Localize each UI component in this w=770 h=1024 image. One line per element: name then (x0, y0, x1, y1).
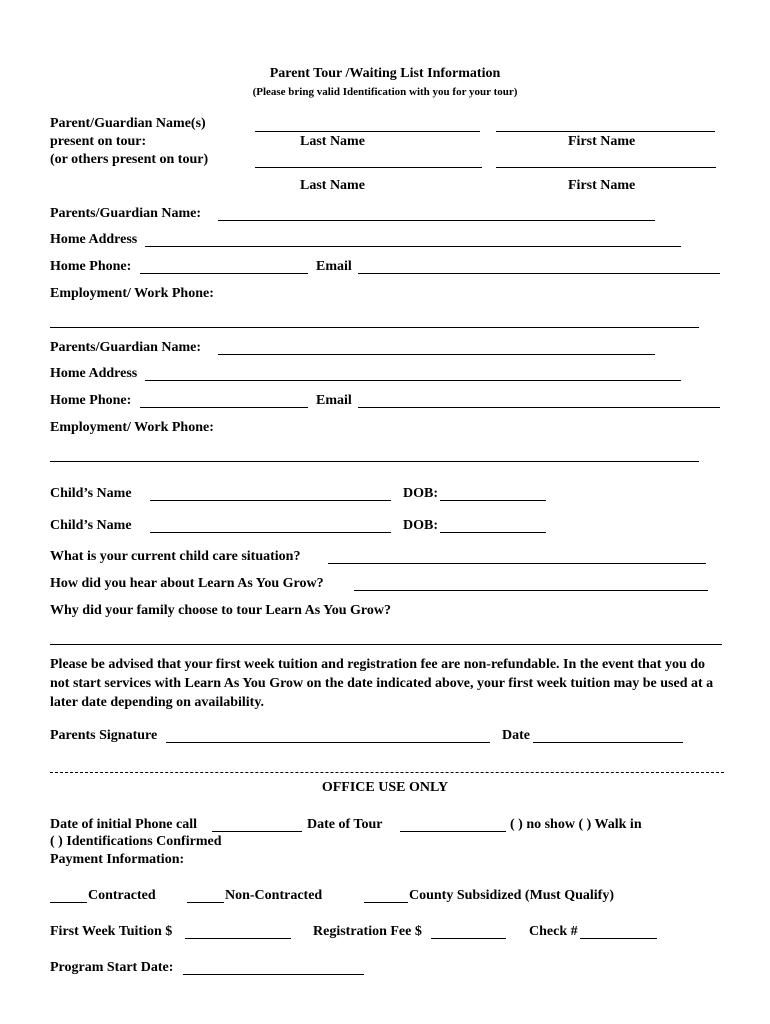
office-divider (50, 772, 724, 773)
guardian2-work-label: Employment/ Work Phone: (50, 420, 214, 435)
last-name-field-2[interactable] (255, 167, 482, 168)
signature-field[interactable] (166, 742, 490, 743)
county-subsidized-label: County Subsidized (Must Qualify) (409, 888, 614, 903)
first-name-field-2[interactable] (496, 167, 716, 168)
form-subtitle: (Please bring valid Identification with you for your tour) (252, 86, 518, 98)
county-subsidized-blank[interactable] (364, 902, 408, 903)
question-childcare-field[interactable] (328, 563, 706, 564)
names-label-line3: (or others present on tour) (50, 152, 209, 167)
child1-name-field[interactable] (150, 500, 391, 501)
guardian2-email-field[interactable] (358, 407, 720, 408)
signature-date-label: Date (502, 728, 530, 743)
question-why-tour-label: Why did your family choose to tour Learn As You Grow? (50, 603, 391, 618)
child2-name-field[interactable] (150, 532, 391, 533)
program-start-date-label: Program Start Date: (50, 960, 174, 975)
refund-notice: Please be advised that your first week tuition and registration fee are non-refundable. In the event that you do not start services with Learn As You Grow on the date indicated above, your first week tuition may be used at a later date depending on availability. (50, 657, 714, 710)
tour-date-label: Date of Tour (307, 817, 383, 832)
signature-label: Parents Signature (50, 728, 158, 743)
question-childcare-label: What is your current child care situation? (50, 549, 301, 564)
guardian1-phone-field[interactable] (140, 273, 308, 274)
registration-fee-label: Registration Fee $ (313, 924, 422, 939)
guardian2-name-label: Parents/Guardian Name: (50, 340, 202, 355)
guardian2-work-field[interactable] (50, 461, 699, 462)
check-number-field[interactable] (580, 938, 657, 939)
guardian1-name-field[interactable] (218, 220, 655, 221)
question-referral-label: How did you hear about Learn As You Grow? (50, 576, 324, 591)
guardian2-address-label: Home Address (50, 366, 138, 381)
form-title: Parent Tour /Waiting List Information (269, 66, 501, 81)
last-name-caption-1: Last Name (300, 134, 365, 149)
phone-call-date-field[interactable] (212, 831, 302, 832)
program-start-date-field[interactable] (183, 974, 364, 975)
ids-confirmed-check[interactable]: ( ) Identifications Confirmed (50, 834, 222, 849)
last-name-caption-2: Last Name (300, 178, 365, 193)
first-week-tuition-label: First Week Tuition $ (50, 924, 173, 939)
child1-dob-field[interactable] (440, 500, 546, 501)
first-name-caption-1: First Name (568, 134, 636, 149)
guardian1-email-label: Email (316, 259, 352, 274)
contracted-blank[interactable] (50, 902, 87, 903)
last-name-field-1[interactable] (255, 131, 480, 132)
child2-dob-label: DOB: (403, 518, 438, 533)
child1-dob-label: DOB: (403, 486, 438, 501)
guardian1-work-label: Employment/ Work Phone: (50, 286, 214, 301)
first-name-caption-2: First Name (568, 178, 636, 193)
first-week-tuition-field[interactable] (185, 938, 291, 939)
child2-name-label: Child’s Name (50, 518, 132, 533)
office-heading: OFFICE USE ONLY (321, 780, 449, 795)
names-label-line1: Parent/Guardian Name(s) (50, 116, 206, 131)
guardian2-email-label: Email (316, 393, 352, 408)
child2-dob-field[interactable] (440, 532, 546, 533)
guardian1-email-field[interactable] (358, 273, 720, 274)
no-show-walk-in-checks[interactable]: ( ) no show ( ) Walk in (510, 817, 642, 832)
check-number-label: Check # (529, 924, 578, 939)
non-contracted-label: Non-Contracted (225, 888, 323, 903)
guardian1-work-field[interactable] (50, 327, 699, 328)
non-contracted-blank[interactable] (187, 902, 224, 903)
guardian1-name-label: Parents/Guardian Name: (50, 206, 202, 221)
registration-fee-field[interactable] (431, 938, 506, 939)
guardian1-address-field[interactable] (145, 246, 681, 247)
signature-date-field[interactable] (533, 742, 683, 743)
guardian1-phone-label: Home Phone: (50, 259, 132, 274)
child1-name-label: Child’s Name (50, 486, 132, 501)
tour-date-field[interactable] (400, 831, 506, 832)
contracted-label: Contracted (88, 888, 156, 903)
first-name-field-1[interactable] (496, 131, 715, 132)
question-why-tour-field[interactable] (50, 644, 722, 645)
guardian2-phone-label: Home Phone: (50, 393, 132, 408)
question-referral-field[interactable] (354, 590, 708, 591)
payment-info-label: Payment Information: (50, 852, 185, 867)
guardian2-name-field[interactable] (218, 354, 655, 355)
names-label-line2: present on tour: (50, 134, 147, 149)
guardian1-address-label: Home Address (50, 232, 138, 247)
guardian2-phone-field[interactable] (140, 407, 308, 408)
guardian2-address-field[interactable] (145, 380, 681, 381)
phone-call-date-label: Date of initial Phone call (50, 817, 197, 832)
